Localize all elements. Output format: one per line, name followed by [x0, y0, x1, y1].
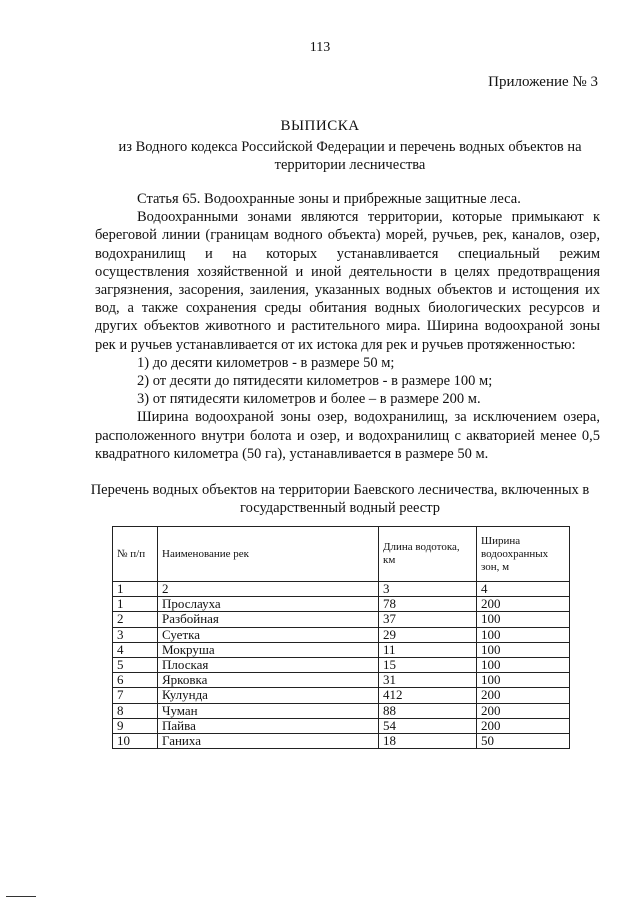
cell-zone-width: 200: [477, 703, 570, 718]
table-title: Перечень водных объектов на территории Баевского лесничества, включенных в государственный водный реестр: [90, 482, 590, 516]
appendix-label: Приложение № 3: [488, 74, 598, 90]
document-subheading: из Водного кодекса Российской Федерации и перечень водных объектов на территории лесничества: [118, 139, 582, 173]
cell-zone-width: 100: [477, 642, 570, 657]
table-header-row: [113, 527, 570, 582]
column-header-zone-width: Ширина водоохранных зон, м: [477, 527, 570, 582]
table-row: [113, 657, 570, 672]
table-row: [113, 718, 570, 733]
cell-length: 31: [379, 673, 477, 688]
table-row: [113, 597, 570, 612]
cell-zone-width: 200: [477, 688, 570, 703]
cell-length: 54: [379, 718, 477, 733]
cell-number: 1: [113, 582, 158, 597]
rivers-table: [112, 526, 570, 749]
cell-river-name: Разбойная: [158, 612, 379, 627]
cell-zone-width: 4: [477, 582, 570, 597]
cell-length: 29: [379, 627, 477, 642]
cell-number: 2: [113, 612, 158, 627]
list-item: 2) от десяти до пятидесяти километров - в размере 100 м;: [137, 373, 493, 390]
cell-number: 4: [113, 642, 158, 657]
cell-length: 88: [379, 703, 477, 718]
cell-length: 412: [379, 688, 477, 703]
cell-number: 1: [113, 597, 158, 612]
footer-rule: [6, 896, 36, 897]
cell-river-name: Ганиха: [158, 733, 379, 748]
cell-number: 10: [113, 733, 158, 748]
list-item: 3) от пятидесяти километров и более – в размере 200 м.: [137, 391, 481, 408]
cell-number: 5: [113, 657, 158, 672]
cell-river-name: Чуман: [158, 703, 379, 718]
table-row: [113, 582, 570, 597]
cell-river-name: Суетка: [158, 627, 379, 642]
cell-number: 8: [113, 703, 158, 718]
table-row: [113, 703, 570, 718]
rivers-table-wrapper: [112, 526, 570, 749]
cell-number: 7: [113, 688, 158, 703]
cell-length: 78: [379, 597, 477, 612]
table-row: [113, 612, 570, 627]
column-header-length: Длина водотока, км: [379, 527, 477, 582]
cell-number: 6: [113, 673, 158, 688]
cell-zone-width: 200: [477, 718, 570, 733]
cell-river-name: Ярковка: [158, 673, 379, 688]
cell-river-name: Кулунда: [158, 688, 379, 703]
cell-river-name: Мокруша: [158, 642, 379, 657]
cell-zone-width: 100: [477, 612, 570, 627]
cell-river-name: Пайва: [158, 718, 379, 733]
table-row: [113, 733, 570, 748]
list-item: 1) до десяти километров - в размере 50 м;: [137, 354, 395, 371]
table-row: [113, 642, 570, 657]
table-row: [113, 688, 570, 703]
column-header-river-name: Наименование рек: [158, 527, 379, 582]
cell-length: 3: [379, 582, 477, 597]
cell-number: 3: [113, 627, 158, 642]
cell-length: 18: [379, 733, 477, 748]
cell-zone-width: 100: [477, 673, 570, 688]
cell-length: 11: [379, 642, 477, 657]
table-row: [113, 627, 570, 642]
table-row: [113, 673, 570, 688]
page-number: 113: [309, 40, 331, 55]
body-text: [95, 190, 600, 463]
document-heading: ВЫПИСКА: [280, 118, 360, 134]
cell-zone-width: 100: [477, 627, 570, 642]
article-title: Статья 65. Водоохранные зоны и прибрежные защитные леса.: [137, 191, 521, 207]
paragraph-water-protection-zones: Водоохранными зонами являются территории, которые примыкают к береговой линии (границам водного объекта) морей, ручьев, рек, каналов, озер, водохранилищ и на которых устанавливается специальный режим осуществления хозяйственной и иной деятельности в целях предотвращения загрязнения, засорения, заиления, указанных водных объектов и истощения их вод, а также сохранения среды обитания водных биологических ресурсов и других объектов животного и растительного мира. Ширина водоохраной зоны рек и ручьев устанавливается от их истока для рек и ручьев протяженностью:: [95, 209, 600, 353]
cell-zone-width: 100: [477, 657, 570, 672]
cell-zone-width: 200: [477, 597, 570, 612]
cell-length: 15: [379, 657, 477, 672]
cell-length: 37: [379, 612, 477, 627]
cell-river-name: 2: [158, 582, 379, 597]
cell-number: 9: [113, 718, 158, 733]
column-header-number: № п/п: [113, 527, 158, 582]
cell-river-name: Прослауха: [158, 597, 379, 612]
cell-zone-width: 50: [477, 733, 570, 748]
cell-river-name: Плоская: [158, 657, 379, 672]
paragraph-lakes: Ширина водоохраной зоны озер, водохранилищ, за исключением озера, расположенного внутри болота и озер, и водохранилищ с акваторией менее 0,5 квадратного километра (50 га), устанавливается в размере 50 м.: [95, 409, 600, 462]
